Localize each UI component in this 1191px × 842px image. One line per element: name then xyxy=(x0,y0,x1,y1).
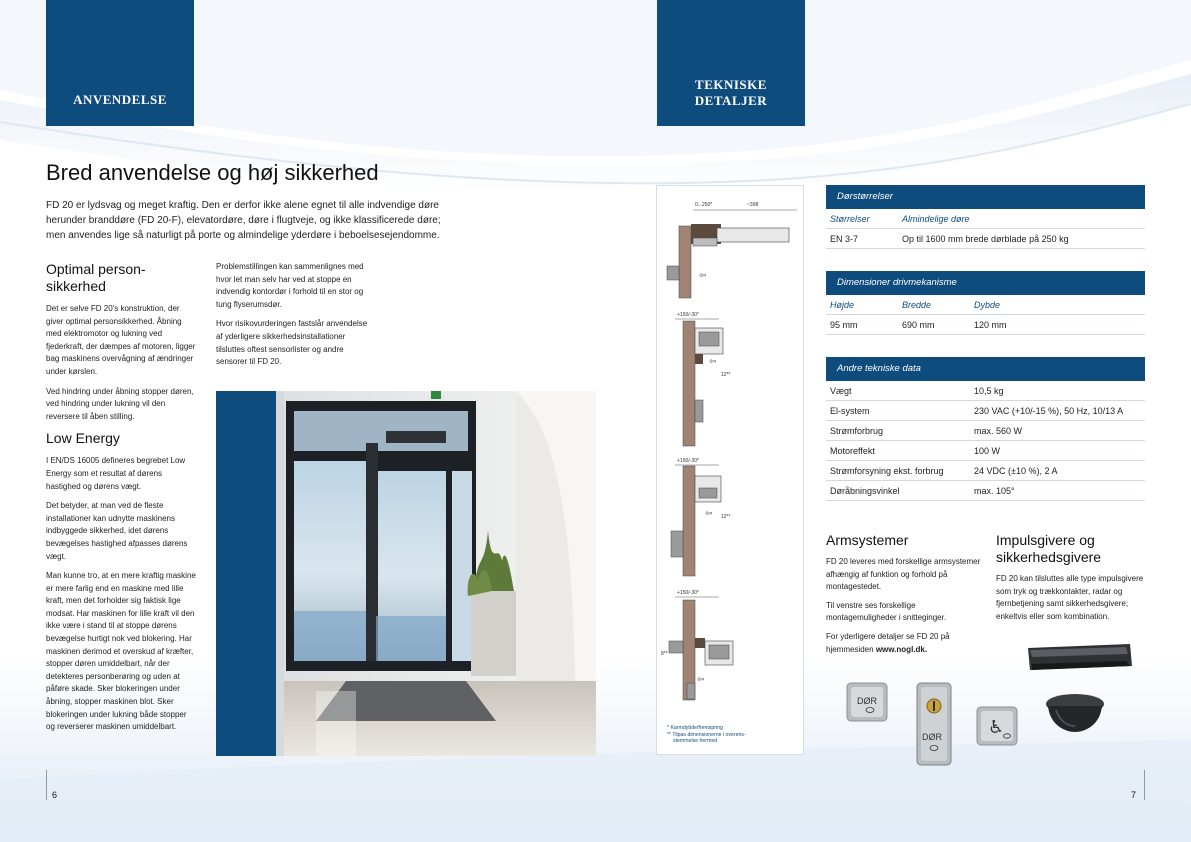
footnote-line: stemmelse hermed xyxy=(673,738,718,744)
spec-row xyxy=(826,381,1145,401)
button-label: DØR xyxy=(922,732,942,742)
dim-label: 0...250* xyxy=(695,202,713,208)
left-column xyxy=(46,261,196,741)
push-button-image xyxy=(846,682,888,722)
spec-cell: El-system xyxy=(830,406,870,416)
spec-row xyxy=(826,401,1145,421)
section-impulsgivere xyxy=(996,532,1144,629)
footer-rule-left xyxy=(46,770,47,800)
paragraph: Ved hindring under åbning stopper døren, ved hindring under lukning vil den reversere til åben stilling. xyxy=(46,386,194,421)
spec-cell: Strømforbrug xyxy=(830,426,884,436)
dim-label: +150/-30* xyxy=(677,312,699,318)
dim-label: +150/-30* xyxy=(677,590,699,596)
spec-cell: 690 mm xyxy=(902,320,935,330)
spec-row xyxy=(826,229,1145,249)
tab-line-2: DETALJER xyxy=(694,93,768,108)
paragraph xyxy=(826,631,986,656)
spec-col-header: Almindelige døre xyxy=(902,214,970,224)
button-label: DØR xyxy=(857,696,877,706)
mounting-diagrams xyxy=(657,186,805,721)
heading-impulsgivere: Impulsgivere og sikkerhedsgivere xyxy=(996,532,1102,565)
spec-cell: 100 W xyxy=(974,446,1001,456)
spec-row xyxy=(826,421,1145,441)
spec-row xyxy=(826,481,1145,501)
mounting-diagrams-panel xyxy=(656,185,804,755)
wheelchair-icon: ♿ xyxy=(988,717,1005,738)
dim-label: ~398 xyxy=(747,202,759,208)
handicap-button-image xyxy=(976,706,1018,746)
spec-cell: Vægt xyxy=(830,386,852,396)
spec-cell: 10,5 kg xyxy=(974,386,1004,396)
paragraph: Til venstre ses forskellige montagemuligheder i snitteginger. xyxy=(826,600,947,623)
entrance-photo xyxy=(216,391,596,756)
spec-col-header: Størrelser xyxy=(830,214,870,224)
dim-label: 12** xyxy=(721,372,731,378)
spec-subheader-row xyxy=(826,295,1145,315)
spec-table-dimensioner xyxy=(826,271,1145,335)
dim-label: +150/-30* xyxy=(677,458,699,464)
spec-table-doerstoerrelser xyxy=(826,185,1145,249)
website-link[interactable]: www.nogl.dk. xyxy=(875,644,928,654)
svg-text:⇦: ⇦ xyxy=(705,508,713,518)
dome-sensor-image xyxy=(1044,688,1106,734)
spec-row xyxy=(826,441,1145,461)
spec-col-header: Højde xyxy=(830,300,855,310)
radar-sensor-image xyxy=(1026,640,1134,674)
spec-table-andre-tekniske-data xyxy=(826,357,1145,501)
tab-line-1: TEKNISKE xyxy=(695,77,767,92)
dim-label: 12** xyxy=(721,514,731,520)
middle-column xyxy=(216,261,374,376)
diagram-footnote xyxy=(667,725,746,745)
section-tab-anvendelse xyxy=(46,0,194,126)
paragraph: Det er selve FD 20's konstruktion, der giver optimal personsikkerhed. Åbning med elektromotor og lukning ved fjederkraft, der dæmpes af motoren, ligger bag maskinens overvågning af ændringer under kørslen. xyxy=(46,304,196,376)
paragraph: Man kunne tro, at en mere kraftig maskine er mere farlig end en maskine med lille kraft, men det forholder sig faktisk lige modsat. Har maskinen for lille kraft vil den ikke være i stand til at stoppe dørens bevægelse hurtigt nok ved blokering. Har maskinen derimod et overskud af kræfter, stopper døren umiddelbart, når der detekteres personberøring og uden at påføre skade. Sker blokeringen under åbning, stopper maskinen blot. Sker blokeringen under lukning både stopper og reverserer maskinen umiddelbart. xyxy=(46,571,196,732)
paragraph: Det betyder, at man ved de fleste installationer kan udnytte maskinens indbyggede sikkerhed, idet dørens bevægelses hastighed afpasses dørens vægt. xyxy=(46,501,188,561)
paragraph: I EN/DS 16005 defineres begrebet Low Energy som et resultat af dørens hastighed og dørens vægt. xyxy=(46,456,186,491)
spec-cell: 120 mm xyxy=(974,320,1007,330)
paragraph: FD 20 kan tilsluttes alle type impulsgivere som tryk og trækkontakter, radar og fjernbetjening samt sikkerhedsgivere; enkeltvis eller som kombination. xyxy=(996,574,1144,621)
spec-table-heading: Dimensioner drivmekanisme xyxy=(826,271,1145,295)
section-armsystemer xyxy=(826,532,986,662)
paragraph: Hvor risikovurderingen fastslår anvendelse af yderligere sikkerhedsinstallationer tilsluttes oftest sensorlister og andre sensorer til FD 20. xyxy=(216,319,368,367)
page-title: Bred anvendelse og høj sikkerhed xyxy=(46,160,379,185)
spec-cell: Strømforsyning ekst. forbrug xyxy=(830,466,944,476)
link-prefix: For yderligere detaljer se FD 20 på hjemmesiden xyxy=(826,631,950,654)
spec-table-heading: Dørstørrelser xyxy=(826,185,1145,209)
heading-optimal-personsikkerhed: Optimal person-sikkerhed xyxy=(46,261,146,294)
spec-cell: Motoreffekt xyxy=(830,446,875,456)
section-tab-tekniske-detaljer xyxy=(657,0,805,126)
spec-table-heading: Andre tekniske data xyxy=(826,357,1145,381)
heading-low-energy: Low Energy xyxy=(46,430,120,447)
paragraph: FD 20 leveres med forskellige armsystemer afhængig af funktion og forhold på montagestedet. xyxy=(826,557,981,592)
spec-col-header: Dybde xyxy=(974,300,1001,310)
dim-label: 8** xyxy=(661,651,668,657)
svg-text:⇦: ⇦ xyxy=(709,356,717,366)
section-tab-label xyxy=(657,77,805,109)
intro-paragraph: FD 20 er lydsvag og meget kraftig. Den er derfor ikke alene egnet til alle indvendige døre herunder branddøre (FD 20-F), elevatordøre, døre i flugtveje, og ikke klassificerede døre; men anvendes lige så naturligt på porte og almindelige yderdøre i beboelsesejendomme. xyxy=(46,200,441,241)
svg-text:⇦: ⇦ xyxy=(699,270,707,280)
footnote-line: ** Tilpas dimensionerne i overens- xyxy=(667,731,746,738)
footer-rule-right xyxy=(1144,770,1145,800)
spec-col-header: Bredde xyxy=(902,300,932,310)
spec-cell: EN 3-7 xyxy=(830,234,859,244)
footnote-line: * Karmdybde/fremspring xyxy=(667,725,723,731)
spec-cell: max. 560 W xyxy=(974,426,1023,436)
key-switch-image xyxy=(916,682,952,766)
spec-subheader-row xyxy=(826,209,1145,229)
section-tab-label: ANVENDELSE xyxy=(73,92,167,107)
spec-cell: max. 105° xyxy=(974,486,1015,496)
spec-cell: 230 VAC (+10/-15 %), 50 Hz, 10/13 A xyxy=(974,406,1124,416)
page-number-right: 7 xyxy=(1131,790,1137,800)
spec-cell: 24 VDC (±10 %), 2 A xyxy=(974,466,1058,476)
svg-text:⇦: ⇦ xyxy=(697,674,705,684)
paragraph: Problemstillingen kan sammenlignes med hvor let man selv har ved at stoppe en indvendig kontordør i forhold til en stor og tung flyserumsdør. xyxy=(216,262,364,309)
spec-row xyxy=(826,315,1145,335)
spec-row xyxy=(826,461,1145,481)
spec-cell: Døråbningsvinkel xyxy=(830,486,900,496)
page-number-left: 6 xyxy=(52,790,58,800)
heading-armsystemer: Armsystemer xyxy=(826,532,909,548)
spec-cell: 95 mm xyxy=(830,320,858,330)
spec-cell: Op til 1600 mm brede dørblade på 250 kg xyxy=(902,234,1069,244)
